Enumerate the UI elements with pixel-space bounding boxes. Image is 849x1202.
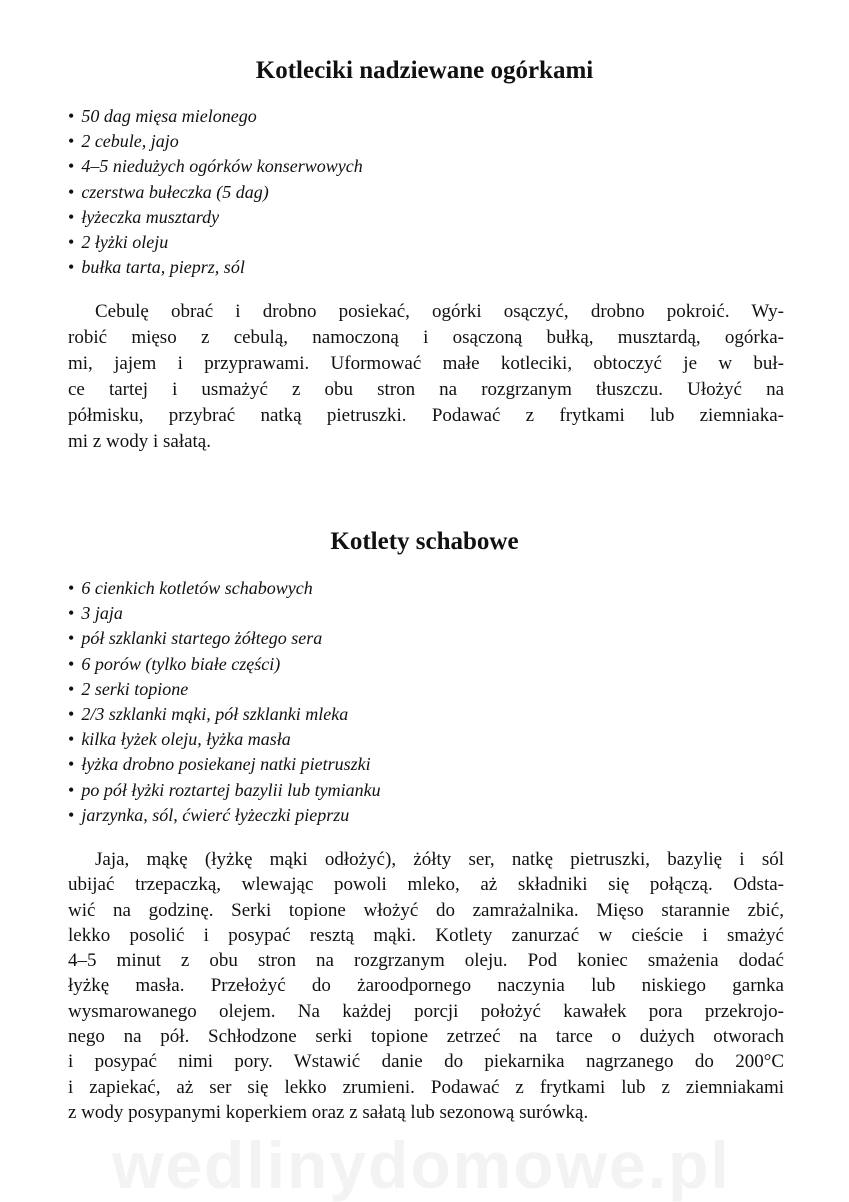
text-line: i zapiekać, aż ser się lekko zrumieni. Podawać z frytkami lub z ziemniakami [68,1076,784,1098]
text-line: 4–5 minut z obu stron na rozgrzanym oleju. Pod koniec smażenia dodać [68,950,784,972]
text-line: mi z wody i sałatą. [68,431,211,452]
text-line: ce tartej i usmażyć z obu stron na rozgrzanym tłuszczu. Ułożyć na [68,379,784,400]
text-line: łyżkę masła. Przełożyć do żaroodpornego naczynia lub niskiego garnka [68,975,784,997]
text-line: z wody posypanymi koperkiem oraz z sałatą lub sezonową surówką. [68,1101,589,1123]
text-line: Cebulę obrać i drobno posiekać, ogórki osączyć, drobno pokroić. Wy- [95,301,784,322]
text-line: półmisku, przybrać natką pietruszki. Podawać z frytkami lub ziemniaka- [68,405,784,426]
ingredient: • bułka tarta, pieprz, sól [68,255,363,280]
ingredient-list [68,104,363,280]
ingredient: • łyżeczka musztardy [68,205,363,230]
text-line: mi, jajem i przyprawami. Uformować małe kotleciki, obtoczyć je w buł- [68,353,784,374]
text-line: lekko posolić i posypać resztą mąki. Kotlety zanurzać w cieście i smażyć [68,924,784,946]
recipe-title: Kotlety schabowe [330,528,519,555]
ingredient: • 2 łyżki oleju [68,230,363,255]
text-line: wysmarowanego olejem. Na każdej porcji położyć kawałek pora przekrojo- [68,1000,784,1022]
instructions [68,299,784,455]
ingredient-list [68,576,381,828]
text-line: nego na pół. Schłodzone serki topione zetrzeć na tarce o dużych otworach [68,1026,784,1048]
text-line: i posypać nimi pory. Wstawić danie do piekarnika nagrzanego do 200°C [68,1051,784,1073]
text-line: ubijać trzepaczką, wlewając powoli mleko, aż składniki się połączą. Odsta- [68,874,784,896]
ingredient: • czerstwa bułeczka (5 dag) [68,180,363,205]
ingredient: • 50 dag mięsa mielonego [68,104,363,129]
text-line: Jaja, mąkę (łyżkę mąki odłożyć), żółty ser, natkę pietruszki, bazylię i sól [95,849,784,870]
ingredient: • kilka łyżek oleju, łyżka masła [68,727,381,752]
ingredient: • łyżka drobno posiekanej natki pietruszki [68,752,381,777]
ingredient: • jarzynka, sól, ćwierć łyżeczki pieprzu [68,803,381,828]
recipe-title: Kotleciki nadziewane ogórkami [255,57,594,84]
ingredient: • 2 serki topione [68,677,381,702]
instructions [68,847,784,1125]
ingredient: • po pół łyżki roztartej bazylii lub tymianku [68,778,381,803]
ingredient: • pół szklanki startego żółtego sera [68,626,381,651]
ingredient: • 6 porów (tylko białe części) [68,652,381,677]
ingredient: • 4–5 niedużych ogórków konserwowych [68,154,363,179]
ingredient: • 2/3 szklanki mąki, pół szklanki mleka [68,702,381,727]
text-line: robić mięso z cebulą, namoczoną i osączoną bułką, musztardą, ogórka- [68,327,784,348]
ingredient: • 3 jaja [68,601,381,626]
watermark: wedlinydomowe.pl [112,1128,731,1202]
ingredient: • 6 cienkich kotletów schabowych [68,576,381,601]
ingredient: • 2 cebule, jajo [68,129,363,154]
text-line: wić na godzinę. Serki topione włożyć do zamrażalnika. Mięso starannie zbić, [68,899,784,921]
